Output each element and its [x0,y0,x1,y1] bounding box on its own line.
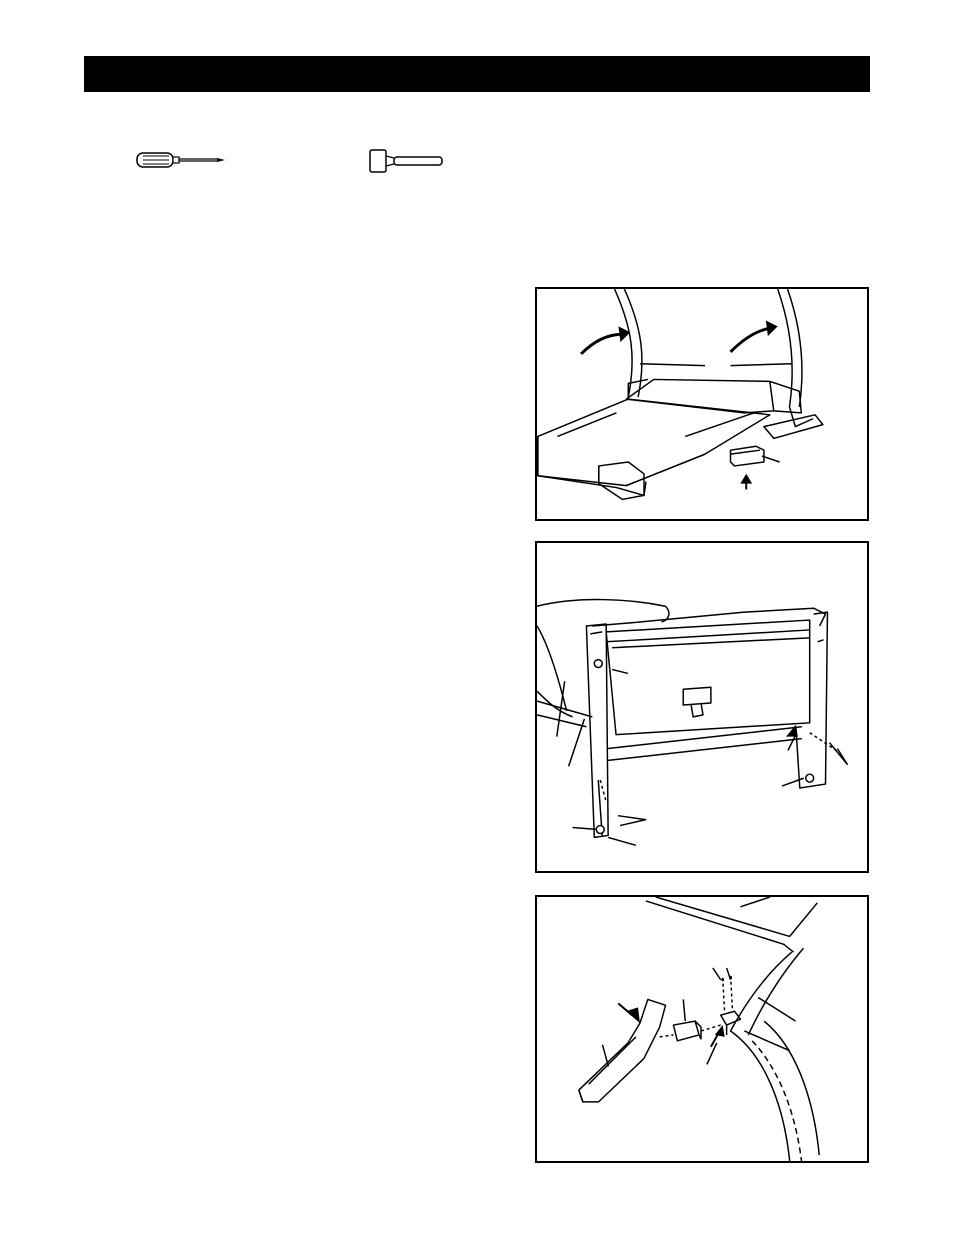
upright-legs-illustration [537,543,867,871]
screwdriver-icon [135,150,227,170]
base-extension-illustration [537,897,867,1161]
section-title-bar [84,56,870,92]
treadmill-illustration [537,289,867,519]
figure-2 [535,541,869,873]
figure-3 [535,895,869,1163]
mallet-icon [368,147,446,175]
figure-1 [535,287,869,521]
